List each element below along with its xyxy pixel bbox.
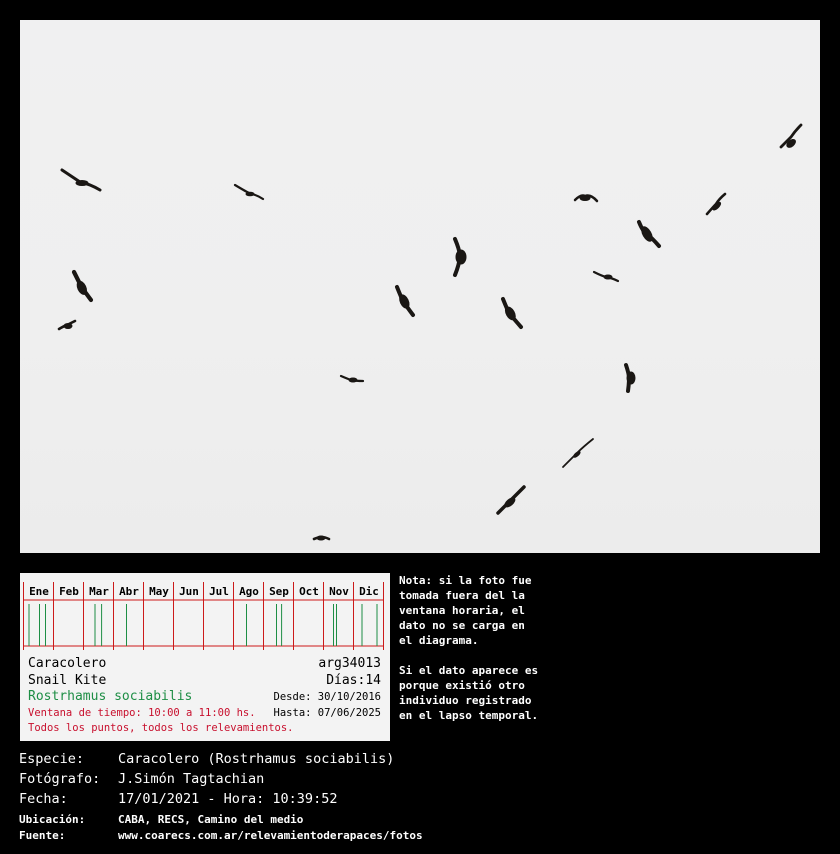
month-label-jun: Jun <box>179 585 199 598</box>
info-fuente <box>19 829 423 842</box>
scientific-name: Rostrhamus sociabilis <box>28 689 193 704</box>
month-label-oct: Oct <box>299 585 319 598</box>
month-label-sep: Sep <box>269 585 289 598</box>
all-points-note: Todos los puntos, todos los relevamientos. <box>28 722 294 734</box>
month-label-dic: Dic <box>359 585 379 598</box>
time-window: Ventana de tiempo: 10:00 a 11:00 hs. <box>28 707 256 719</box>
species-card <box>20 573 390 741</box>
bird <box>503 299 521 327</box>
info-fotografo <box>19 771 264 787</box>
bird <box>781 125 801 149</box>
month-label-jul: Jul <box>209 585 229 598</box>
bird <box>563 439 593 467</box>
bird <box>235 185 263 199</box>
ubicacion-label: Ubicación: <box>19 813 86 826</box>
month-label-mar: Mar <box>89 585 109 598</box>
info-ubicacion <box>19 813 303 826</box>
info-fecha <box>19 791 337 807</box>
info-especie <box>19 751 394 767</box>
bird <box>626 365 635 391</box>
month-header <box>20 582 390 600</box>
birds-silhouettes <box>20 20 820 553</box>
fuente-label: Fuente: <box>19 829 66 842</box>
bird <box>62 170 100 190</box>
bird <box>397 287 413 315</box>
bird <box>498 487 524 513</box>
fuente-value: www.coarecs.com.ar/relevamientoderapaces/fotos <box>118 829 423 842</box>
month-label-feb: Feb <box>59 585 79 598</box>
bird <box>74 272 91 300</box>
bird <box>594 272 618 281</box>
fotografo-label: Fotógrafo: <box>19 771 101 787</box>
fotografo-value: J.Simón Tagtachian <box>118 771 265 787</box>
bird <box>59 321 75 329</box>
bird <box>575 196 597 202</box>
month-label-abr: Abr <box>119 585 139 598</box>
note-text: Nota: si la foto fue tomada fuera del la ventana horaria, el dato no se carga en el diagrama. Si el dato aparece es porque existió otro individuo registrado en el lapso temporal. <box>399 574 539 722</box>
month-label-ago: Ago <box>239 585 259 598</box>
bird <box>314 536 329 540</box>
date-to: Hasta: 07/06/2025 <box>273 707 381 719</box>
bird <box>707 194 725 214</box>
common-name-en: Snail Kite <box>28 673 107 688</box>
date-from: Desde: 30/10/2016 <box>273 691 381 703</box>
bird-photo <box>20 20 820 553</box>
bird <box>639 222 659 246</box>
fecha-label: Fecha: <box>19 791 68 807</box>
bird <box>455 239 466 275</box>
month-label-ene: Ene <box>29 585 49 598</box>
days-count: Días:14 <box>326 673 381 688</box>
bird <box>341 376 363 382</box>
species-code: arg34013 <box>318 656 381 671</box>
especie-label: Especie: <box>19 751 85 767</box>
common-name-es: Caracolero <box>28 656 107 671</box>
month-label-nov: Nov <box>329 585 349 598</box>
especie-value: Caracolero (Rostrhamus sociabilis) <box>118 751 395 767</box>
ubicacion-value: CABA, RECS, Camino del medio <box>118 813 304 826</box>
month-label-may: May <box>149 585 169 598</box>
fecha-value: 17/01/2021 - Hora: 10:39:52 <box>118 791 338 807</box>
